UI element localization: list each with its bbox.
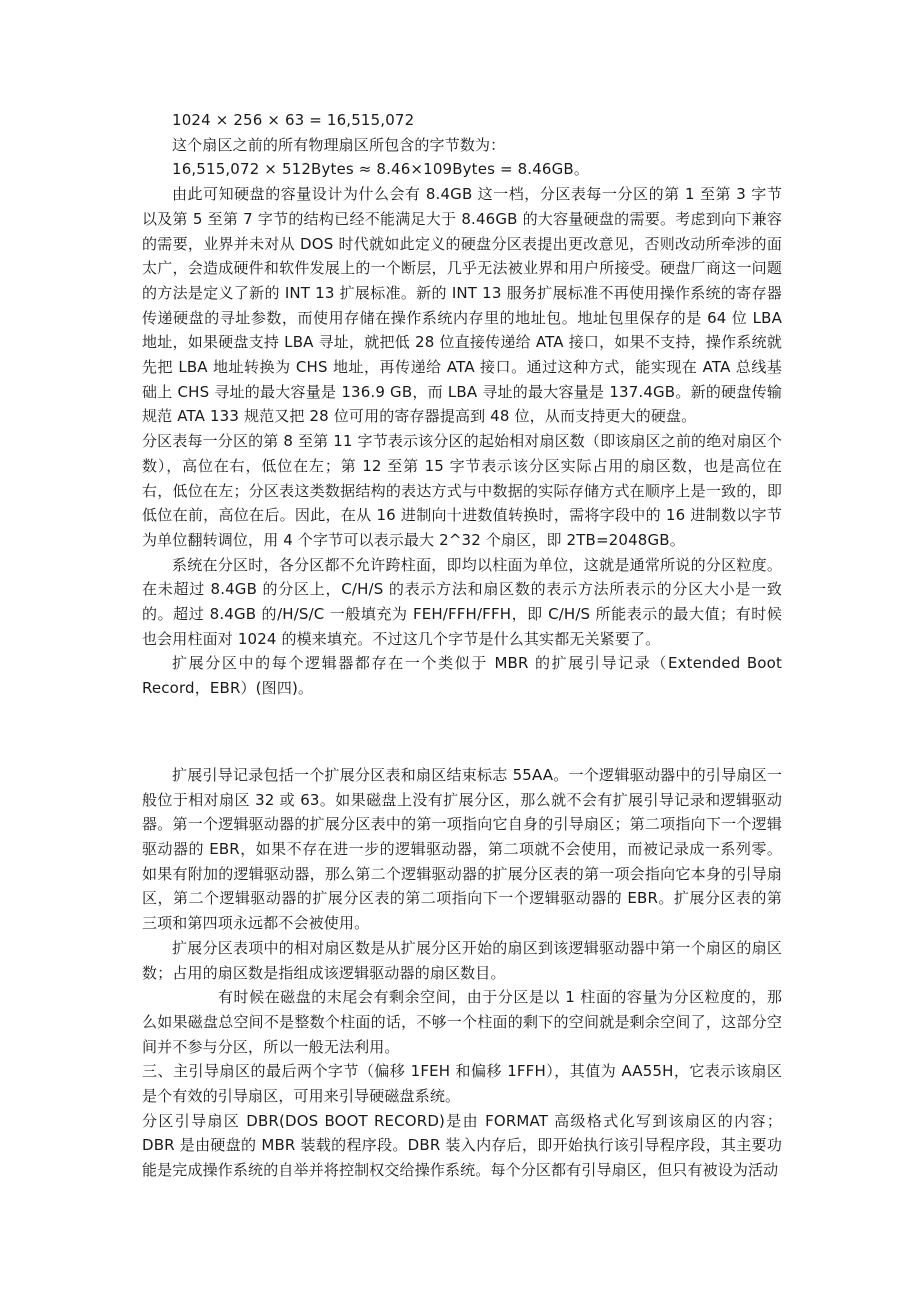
- paragraph: 扩展分区中的每个逻辑器都存在一个类似于 MBR 的扩展引导记录（Extended Boot Record，EBR）(图四)。: [142, 654, 782, 698]
- paragraph: 由此可知硬盘的容量设计为什么会有 8.4GB 这一档，分区表每一分区的第 1 至第 3 字节以及第 5 至第 7 字节的结构已经不能满足大于 8.46GB 的大容量硬盘的需要。考虑到向下兼容的需要，业界并未对从 DOS 时代就如此定义的硬盘分区表提出更改意见，否则改动所牵涉的面太广，会造成硬件和软件发展上的一个断层，几乎无法被业界和用户所接受。硬盘厂商这一问题的方法是定义了新的 INT 13 扩展标准。新的 INT 13 服务扩展标准不再使用操作系统的寄存器传递硬盘的寻址参数，而使用存储在操作系统内存里的地址包。地址包里保存的是 64 位 LBA 地址，如果硬盘支持 LBA 寻址，就把低 28 位直接传递给 ATA 接口，如果不支持，操作系统就先把 LBA 地址转换为 CHS 地址，再传递给 ATA 接口。通过这种方式，能实现在 ATA 总线基础上 CHS 寻址的最大容量是 136.9 GB，而 LBA 寻址的最大容量是 137.4GB。新的硬盘传输规范 ATA 133 规范又把 28 位可用的寄存器提高到 48 位，从而支持更大的硬盘。: [142, 185, 782, 426]
- paragraph: 分区引导扇区 DBR(DOS BOOT RECORD)是由 FORMAT 高级格式化写到该扇区的内容；DBR 是由硬盘的 MBR 装载的程序段。DBR 装入内存后，即开始执行该引导程序段，其主要功能是完成操作系统的自举并将控制权交给操作系统。每个分区都有引导扇区，但只有被设为活动: [142, 1111, 782, 1180]
- paragraph: 系统在分区时，各分区都不允许跨柱面，即均以柱面为单位，这就是通常所说的分区粒度。在未超过 8.4GB 的分区上，C/H/S 的表示方法和扇区数的表示方法所表示的分区大小是一致的。超过 8.4GB 的/H/S/C 一般填充为 FEH/FFH/FFH，即 C/H/S 所能表示的最大值；有时候也会用柱面对 1024 的模来填充。不过这几个字节是什么其实都无关紧要了。: [142, 555, 782, 648]
- text-section-top: [142, 108, 782, 701]
- paragraph: 16,515,072 × 512Bytes ≈ 8.46×109Bytes = 8.46GB。: [172, 160, 589, 179]
- paragraph: 分区表每一分区的第 8 至第 11 字节表示该分区的起始相对扇区数（即该扇区之前的绝对扇区个数），高位在右，低位在左；第 12 至第 15 字节表示该分区实际占用的扇区数，也是高位在右，低位在左；分区表这类数据结构的表达方式与中数据的实际存储方式在顺序上是一致的，即低位在前，高位在后。因此，在从 16 进制向十进数值转换时，需将字段中的 16 进制数以字节为单位翻转调位，用 4 个字节可以表示最大 2^32 个扇区，即 2TB=2048GB。: [142, 432, 782, 549]
- paragraph: 扩展引导记录包括一个扩展分区表和扇区结束标志 55AA。一个逻辑驱动器中的引导扇区一般位于相对扇区 32 或 63。如果磁盘上没有扩展分区，那么就不会有扩展引导记录和逻辑驱动器。第一个逻辑驱动器的扩展分区表中的第一项指向它自身的引导扇区；第二项指向下一个逻辑驱动器的 EBR，如果不存在进一步的逻辑驱动器，第二项就不会使用，而被记录成一系列零。如果有附加的逻辑驱动器，那么第二个逻辑驱动器的扩展分区表的第一项会指向它本身的引导扇区，第二个逻辑驱动器的扩展分区表的第二项指向下一个逻辑驱动器的 EBR。扩展分区表的第三项和第四项永远都不会被使用。: [142, 765, 782, 933]
- figure-gap: [142, 701, 782, 763]
- text-column: [142, 108, 782, 1183]
- paragraph: 这个扇区之前的所有物理扇区所包含的字节数为：: [172, 135, 506, 154]
- paragraph: 扩展分区表项中的相对扇区数是从扩展分区开始的扇区到该逻辑驱动器中第一个扇区的扇区数；占用的扇区数是指组成该逻辑驱动器的扇区数目。: [142, 938, 782, 982]
- paragraph: 1024 × 256 × 63 = 16,515,072: [172, 111, 415, 129]
- text-section-bottom: [142, 763, 782, 1183]
- paragraph: 有时候在磁盘的末尾会有剩余空间，由于分区是以 1 柱面的容量为分区粒度的，那么如果磁盘总空间不是整数个柱面的话，不够一个柱面的剩下的空间就是剩余空间了，这部分空间并不参与分区，所以一般无法利用。: [142, 988, 782, 1056]
- paragraph: 三、主引导扇区的最后两个字节（偏移 1FEH 和偏移 1FFH），其值为 AA55H，它表示该扇区是个有效的引导扇区，可用来引导硬磁盘系统。: [142, 1062, 782, 1106]
